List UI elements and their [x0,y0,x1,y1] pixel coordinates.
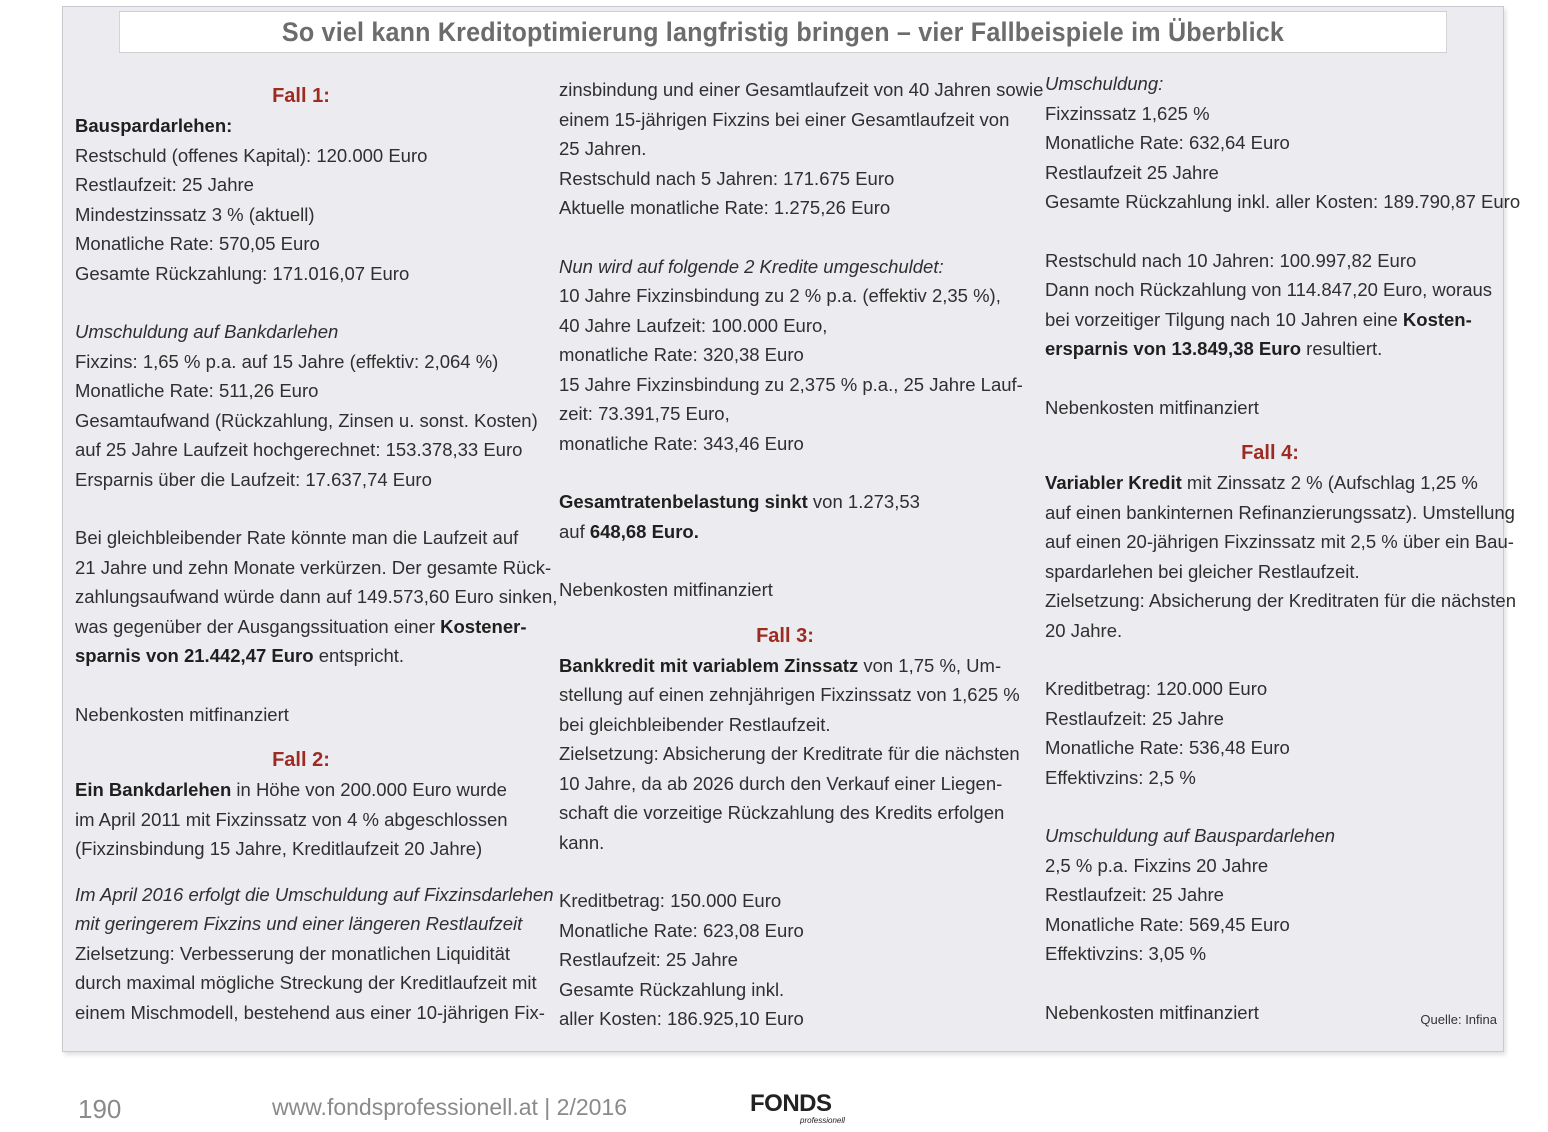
text-line: auf einen 20-jährigen Fixzinssatz mit 2,5 % über ein Bau- [1045,531,1514,552]
italic-line: Im April 2016 erfolgt die Umschuldung auf Fixzinsdarlehen [75,883,554,905]
text-line: einem 15-jährigen Fixzins bei einer Gesamtlaufzeit von [559,108,1010,130]
text-span: von 1,75 %, Um- [858,654,1002,676]
text-line: durch maximal mögliche Streckung der Kreditlaufzeit mit [75,972,537,993]
new-rate-highlight: 648,68 Euro. [589,520,699,542]
column-1 [75,81,558,1027]
text-line: Gesamte Rückzahlung inkl. [559,978,785,1000]
fonds-logo: FONDS [750,1090,832,1117]
page-footer [0,1088,1548,1128]
text-span: bei vorzeitiger Tilgung nach 10 Jahren eine [1045,308,1403,330]
nebenkosten-note: Nebenkosten mitfinanziert [559,579,773,600]
text-line: Gesamte Rückzahlung inkl. aller Kosten: 189.790,87 Euro [1045,191,1521,212]
text-line: Restschuld nach 10 Jahren: 100.997,82 Euro [1045,249,1417,271]
text-line: Restlaufzeit: 25 Jahre [559,949,738,970]
text-line: Monatliche Rate: 511,26 Euro [75,380,319,401]
infobox-panel [62,6,1521,1052]
text-line: Monatliche Rate: 623,08 Euro [559,919,804,941]
text-line: Effektivzins: 2,5 % [1045,766,1196,788]
text-line: einem Mischmodell, bestehend aus einer 10-jährigen Fix- [75,1001,545,1023]
text-line: Kreditbetrag: 120.000 Euro [1045,678,1268,699]
text-line: Zielsetzung: Verbesserung der monatlichen Liquidität [75,942,511,964]
text-line: Fixzins: 1,65 % p.a. auf 15 Jahre (effektiv: 2,064 %) [75,350,499,372]
fall-2-heading: Fall 2: [272,749,330,771]
text-line: Gesamte Rückzahlung: 171.016,07 Euro [75,262,410,284]
text-line: 20 Jahre. [1045,619,1123,641]
fall-3-bold: Bankkredit mit variablem Zinssatz [559,654,859,676]
savings-highlight: ersparnis von 13.849,38 Euro [1045,338,1302,359]
fonds-logo-sub: professionell [800,1116,845,1125]
publication-url: www.fondsprofessionell.at | 2/2016 [272,1094,628,1120]
text-line: Gesamtaufwand (Rückzahlung, Zinsen u. sonst. Kosten) [75,409,538,431]
text-line: 10 Jahre Fixzinsbindung zu 2 % p.a. (effektiv 2,35 %), [559,285,1001,306]
text-line: Zielsetzung: Absicherung der Kreditraten für die nächsten [1045,590,1517,611]
text-line: Monatliche Rate: 632,64 Euro [1045,132,1290,153]
text-span: in Höhe von 200.000 Euro wurde [231,779,507,800]
text-span: was gegenüber der Ausgangssituation einer [75,615,441,637]
text-line: Restlaufzeit: 25 Jahre [75,174,254,195]
text-line: zinsbindung und einer Gesamtlaufzeit von 40 Jahren sowie [559,79,1044,100]
text-line: monatliche Rate: 343,46 Euro [559,432,804,454]
text-line: Restlaufzeit: 25 Jahre [1045,884,1224,905]
umschuldung-heading: Nun wird auf folgende 2 Kredite umgeschuldet: [559,255,944,277]
text-line: Mindestzinssatz 3 % (aktuell) [75,203,315,225]
source-credit: Quelle: Infina [1420,1012,1497,1027]
paragraph-line: zahlungsaufwand würde dann auf 149.573,60 Euro sinken, [75,586,558,607]
text-line: Dann noch Rückzahlung von 114.847,20 Euro, woraus [1045,279,1493,300]
text-line: Kreditbetrag: 150.000 Euro [559,890,782,911]
text-line: im April 2011 mit Fixzinssatz von 4 % abgeschlossen [75,808,508,830]
text-line: Zielsetzung: Absicherung der Kreditrate für die nächsten [559,743,1020,764]
text-line: Monatliche Rate: 536,48 Euro [1045,737,1290,758]
savings-highlight: sparnis von 21.442,47 Euro [75,645,314,666]
text-line: 15 Jahre Fixzinsbindung zu 2,375 % p.a., 25 Jahre Lauf- [559,373,1023,395]
text-line: stellung auf einen zehnjährigen Fixzinssatz von 1,625 % [559,684,1020,705]
text-line: bei gleichbleibender Restlaufzeit. [559,713,831,735]
fall-1-heading: Fall 1: [272,85,330,107]
paragraph-line: 21 Jahre und zehn Monate verkürzen. Der gesamte Rück- [75,556,552,578]
text-span: von 1.273,53 [807,491,920,512]
paragraph-line: Bei gleichbleibender Rate könnte man die Laufzeit auf [75,527,519,548]
page-number: 190 [78,1094,122,1124]
text-span: auf [559,520,590,542]
text-line: Restlaufzeit: 25 Jahre [1045,707,1224,729]
gesamtrate-highlight: Gesamtratenbelastung sinkt [559,491,808,512]
savings-highlight: Kosten- [1402,308,1472,330]
text-line: kann. [559,831,605,853]
nebenkosten-note: Nebenkosten mitfinanziert [1045,1001,1259,1023]
text-line: Aktuelle monatliche Rate: 1.275,26 Euro [559,197,891,218]
text-line: Restschuld nach 5 Jahren: 171.675 Euro [559,167,895,189]
fall-3-heading: Fall 3: [756,624,814,647]
column-3 [1045,69,1521,1027]
text-line: Restlaufzeit 25 Jahre [1045,161,1219,183]
column-2 [559,75,1044,1034]
text-line: monatliche Rate: 320,38 Euro [559,344,804,365]
fall-4-heading: Fall 4: [1241,442,1299,464]
text-span: mit Zinssatz 2 % (Aufschlag 1,25 % [1181,472,1478,493]
text-line: aller Kosten: 186.925,10 Euro [559,1008,804,1029]
text-line: Monatliche Rate: 570,05 Euro [75,233,320,254]
umschuldung-heading: Umschuldung auf Bankdarlehen [75,321,339,342]
text-line: Restschuld (offenes Kapital): 120.000 Euro [75,144,428,166]
text-line: spardarlehen bei gleicher Restlaufzeit. [1045,560,1360,582]
nebenkosten-note: Nebenkosten mitfinanziert [1045,396,1259,418]
text-line: auf 25 Jahre Laufzeit hochgerechnet: 153.378,33 Euro [75,439,523,460]
text-line: 40 Jahre Laufzeit: 100.000 Euro, [559,314,828,336]
text-span: entspricht. [313,645,405,666]
text-line: 10 Jahre, da ab 2026 durch den Verkauf einer Liegen- [559,772,1003,794]
text-line: Fixzinssatz 1,625 % [1045,102,1210,124]
savings-highlight: Kostener- [440,615,527,637]
nebenkosten-note: Nebenkosten mitfinanziert [75,703,289,725]
infobox-title: So viel kann Kreditoptimierung langfristig bringen – vier Fallbeispiele im Überblick [119,11,1447,53]
fall-4-bold: Variabler Kredit [1045,472,1182,493]
umschuldung-heading: Umschuldung: [1045,73,1164,94]
text-span: resultiert. [1301,338,1383,359]
text-line: auf einen bankinternen Refinanzierungssatz). Umstellung [1045,501,1515,523]
fall-2-bold: Ein Bankdarlehen [75,779,232,800]
text-line: schaft die vorzeitige Rückzahlung des Kredits erfolgen [559,802,1005,823]
text-line: Ersparnis über die Laufzeit: 17.637,74 Euro [75,468,432,490]
bauspardarlehen-heading: Bauspardarlehen: [75,115,233,136]
text-line: Effektivzins: 3,05 % [1045,943,1207,964]
paragraph-line [75,612,527,642]
text-line: Monatliche Rate: 569,45 Euro [1045,913,1290,935]
text-line: zeit: 73.391,75 Euro, [559,403,730,424]
italic-line: mit geringerem Fixzins und einer längeren Restlaufzeit [75,913,523,934]
umschuldung-heading: Umschuldung auf Bauspardarlehen [1045,825,1336,846]
text-line: (Fixzinsbindung 15 Jahre, Kreditlaufzeit 20 Jahre) [75,838,483,859]
text-line: 25 Jahren. [559,138,647,159]
paragraph-line [75,641,527,671]
text-line: 2,5 % p.a. Fixzins 20 Jahre [1045,854,1269,876]
